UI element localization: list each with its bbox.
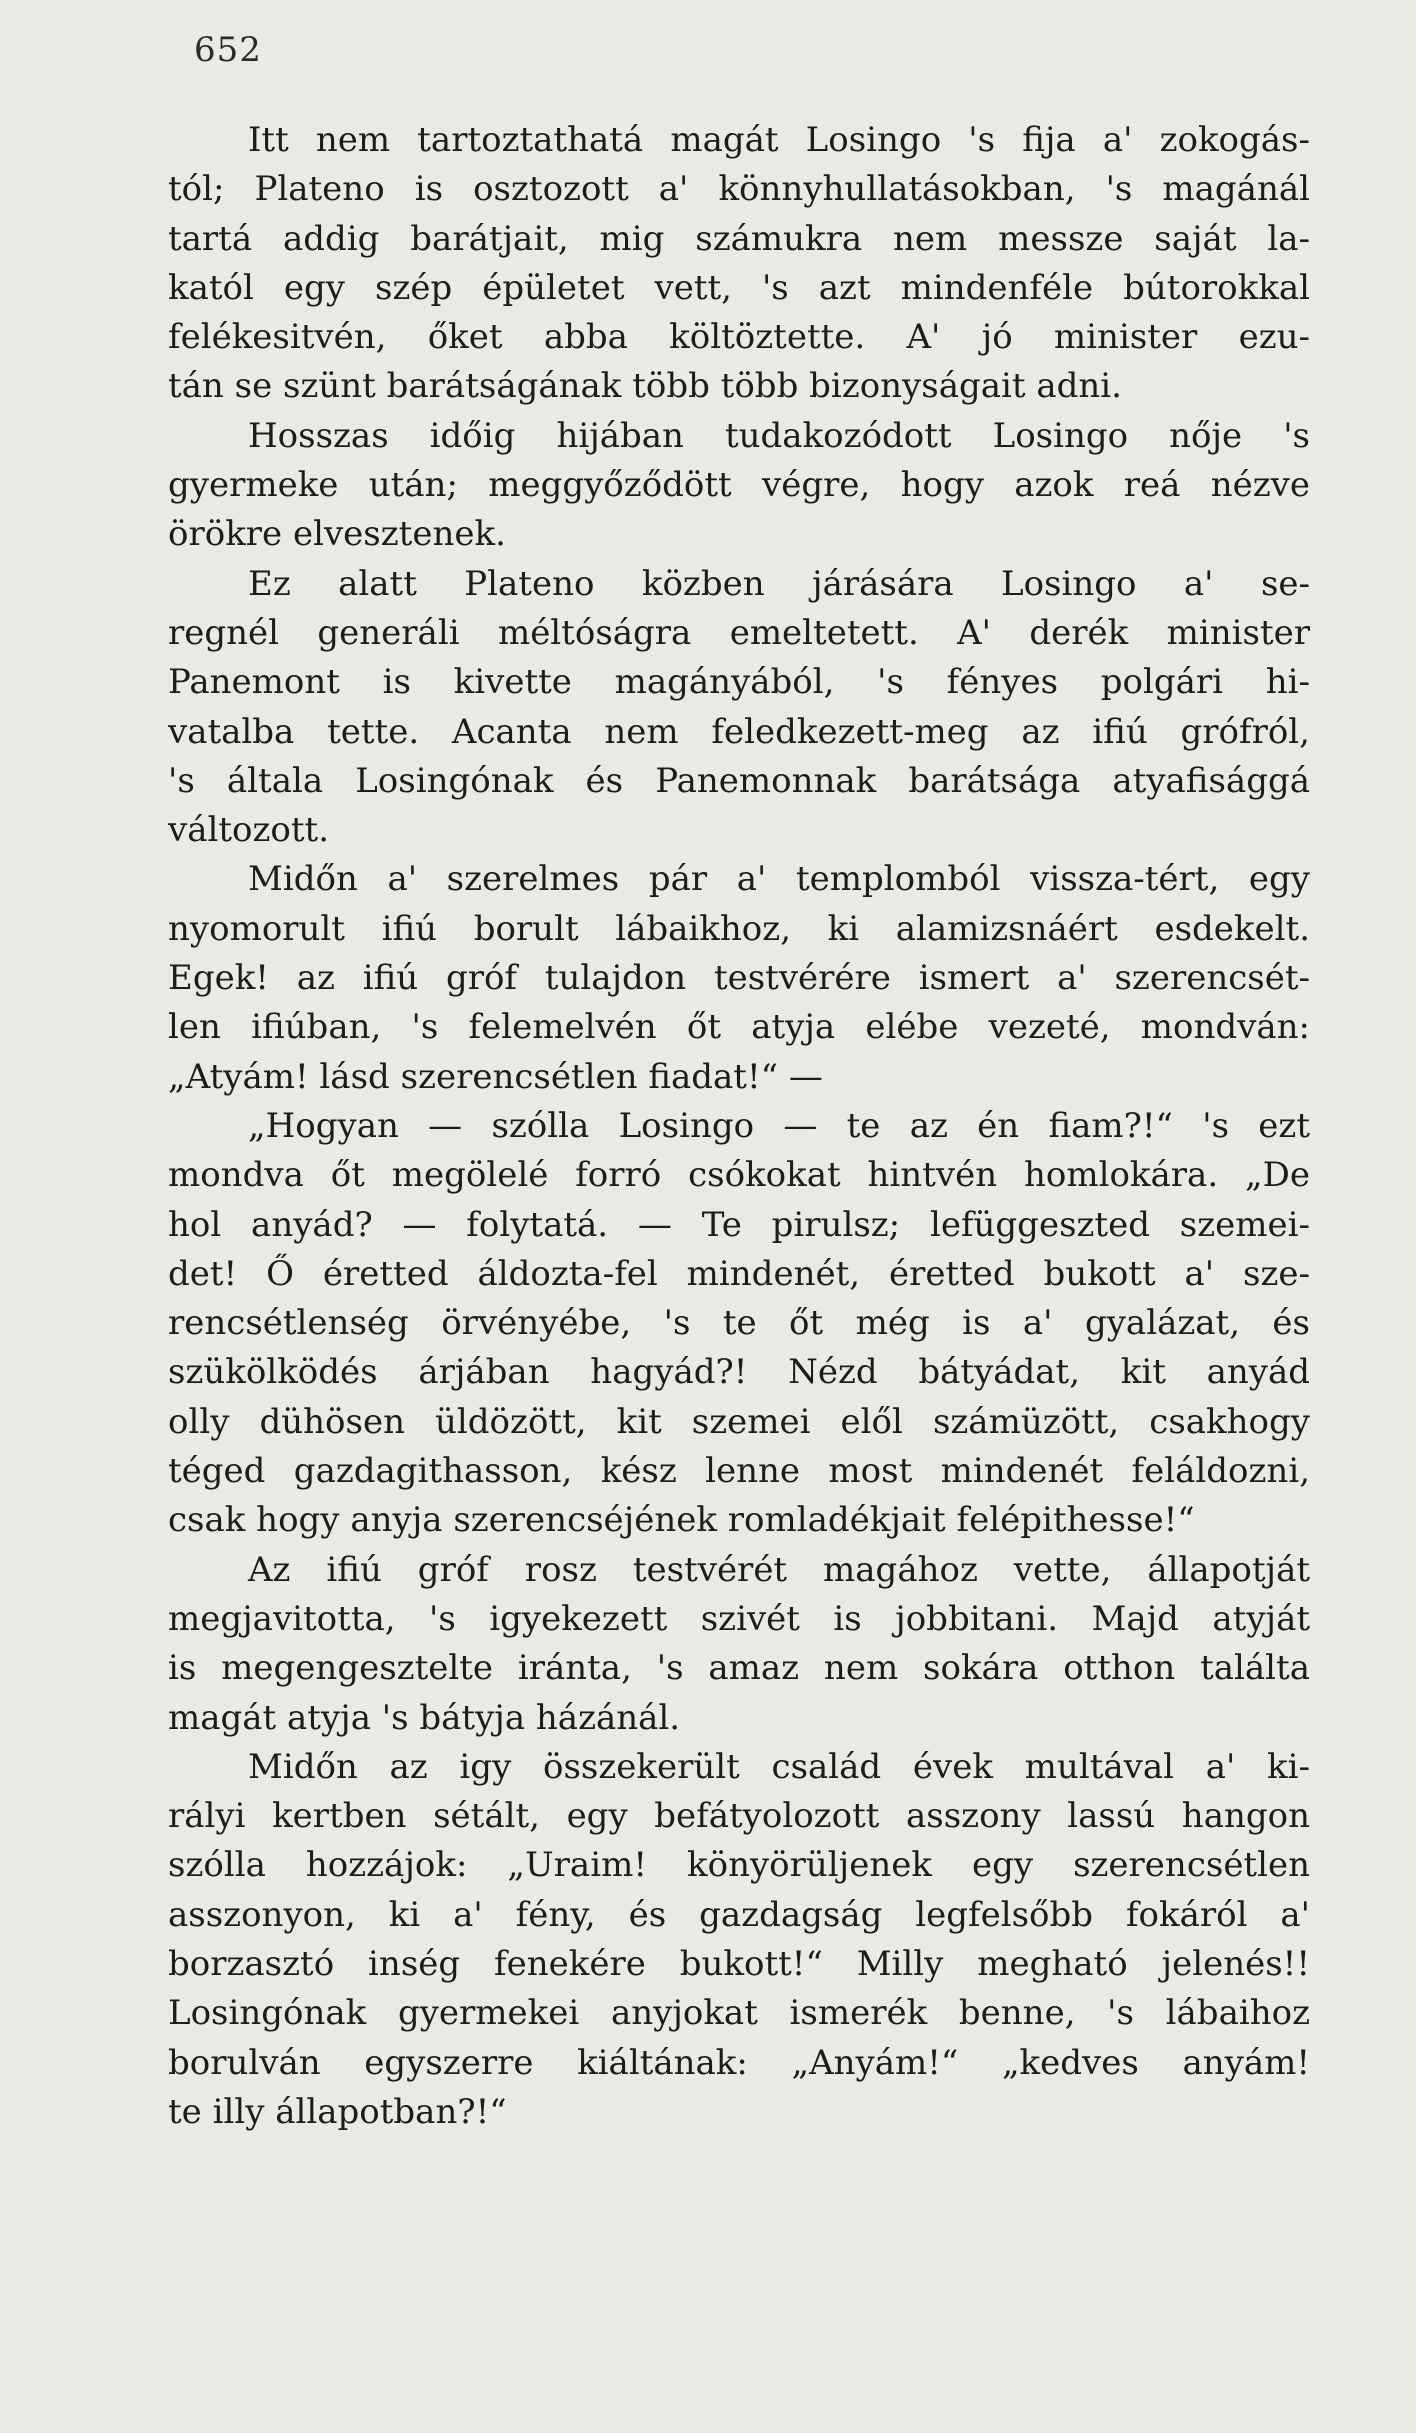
text-line: tartá addig barátjait, mig számukra nem messze saját la-: [168, 218, 1310, 259]
text-line: Itt nem tartoztathatá magát Losingo 's fija a' zokogás-: [248, 120, 1310, 160]
text-line: Midőn az igy összekerült család évek multával a' ki-: [248, 1746, 1310, 1787]
text-line: borzasztó inség fenekére bukott!“ Milly megható jelenés!!: [168, 1943, 1310, 1984]
text-line: 's általa Losingónak és Panemonnak barátsága atyafisággá: [168, 760, 1310, 801]
text-line: változott.: [168, 810, 330, 851]
body-text: [168, 116, 1310, 2137]
page-number: 652: [194, 30, 262, 70]
text-line: mondva őt megölelé forró csókokat hintvén homlokára. „De: [168, 1155, 1310, 1196]
text-line: „Atyám! lásd szerencsétlen fiadat!“ —: [168, 1056, 823, 1097]
text-line: felékesitvén, őket abba költöztette. A' jó minister ezu-: [168, 317, 1310, 358]
text-line: rályi kertben sétált, egy befátyolozott asszony lassú hangon: [168, 1796, 1310, 1837]
text-line: örökre elvesztenek.: [168, 514, 506, 555]
text-line: Hosszas időig hijában tudakozódott Losingo nője 's: [248, 415, 1310, 456]
text-line: asszonyon, ki a' fény, és gazdagság legfelsőbb fokáról a': [168, 1894, 1310, 1935]
text-line: len ifiúban, 's felemelvén őt atyja elébe vezeté, mondván:: [168, 1007, 1310, 1048]
text-line: csak hogy anyja szerencséjének romladékjait felépithesse!“: [168, 1500, 1195, 1541]
text-line: Egek! az ifiú gróf tulajdon testvérére ismert a' szerencsét-: [168, 958, 1310, 999]
text-line: Midőn a' szerelmes pár a' templomból vissza-tért, egy: [248, 859, 1310, 900]
text-line: hol anyád? — folytatá. — Te pirulsz; lefüggeszted szemei-: [168, 1204, 1310, 1245]
text-line: regnél generáli méltóságra emeltetett. A' derék minister: [168, 612, 1310, 653]
text-line: Panemont is kivette magányából, 's fényes polgári hi-: [168, 662, 1310, 703]
text-line: „Hogyan — szólla Losingo — te az én fiam?!“ 's ezt: [248, 1105, 1310, 1146]
text-line: det! Ő éretted áldozta-fel mindenét, éretted bukott a' sze-: [168, 1253, 1310, 1294]
text-line: nyomorult ifiú borult lábaikhoz, ki alamizsnáért esdekelt.: [168, 908, 1310, 949]
text-line: magát atyja 's bátyja házánál.: [168, 1697, 681, 1738]
text-line: rencsétlenség örvényébe, 's te őt még is a' gyalázat, és: [168, 1303, 1310, 1344]
text-line: Az ifiú gróf rosz testvérét magához vette, állapotját: [248, 1549, 1310, 1590]
text-line: is megengesztelte iránta, 's amaz nem sokára otthon találta: [168, 1648, 1310, 1689]
text-line: szükölködés árjában hagyád?! Nézd bátyádat, kit anyád: [168, 1352, 1310, 1393]
text-line: katól egy szép épületet vett, 's azt mindenféle bútorokkal: [168, 267, 1310, 308]
text-line: olly dühösen üldözött, kit szemei elől számüzött, csakhogy: [168, 1401, 1310, 1442]
text-line: borulván egyszerre kiáltának: „Anyám!“ „kedves anyám!: [168, 2042, 1310, 2083]
text-line: téged gazdagithasson, kész lenne most mindenét feláldozni,: [168, 1451, 1310, 1492]
text-line: te illy állapotban?!“: [168, 2091, 507, 2132]
text-line: tán se szünt barátságának több több bizonyságait adni.: [168, 366, 1122, 407]
text-line: Losingónak gyermekei anyjokat ismerék benne, 's lábaihoz: [168, 1993, 1310, 2034]
text-line: vatalba tette. Acanta nem feledkezett-meg az ifiú grófról,: [168, 711, 1310, 752]
text-line: gyermeke után; meggyőződött végre, hogy azok reá nézve: [168, 465, 1310, 506]
text-line: tól; Plateno is osztozott a' könnyhullatásokban, 's magánál: [168, 169, 1310, 210]
text-line: megjavitotta, 's igyekezett szivét is jobbitani. Majd atyját: [168, 1598, 1310, 1639]
text-line: szólla hozzájok: „Uraim! könyörüljenek egy szerencsétlen: [168, 1845, 1310, 1886]
text-line: Ez alatt Plateno közben járására Losingo a' se-: [248, 563, 1310, 604]
